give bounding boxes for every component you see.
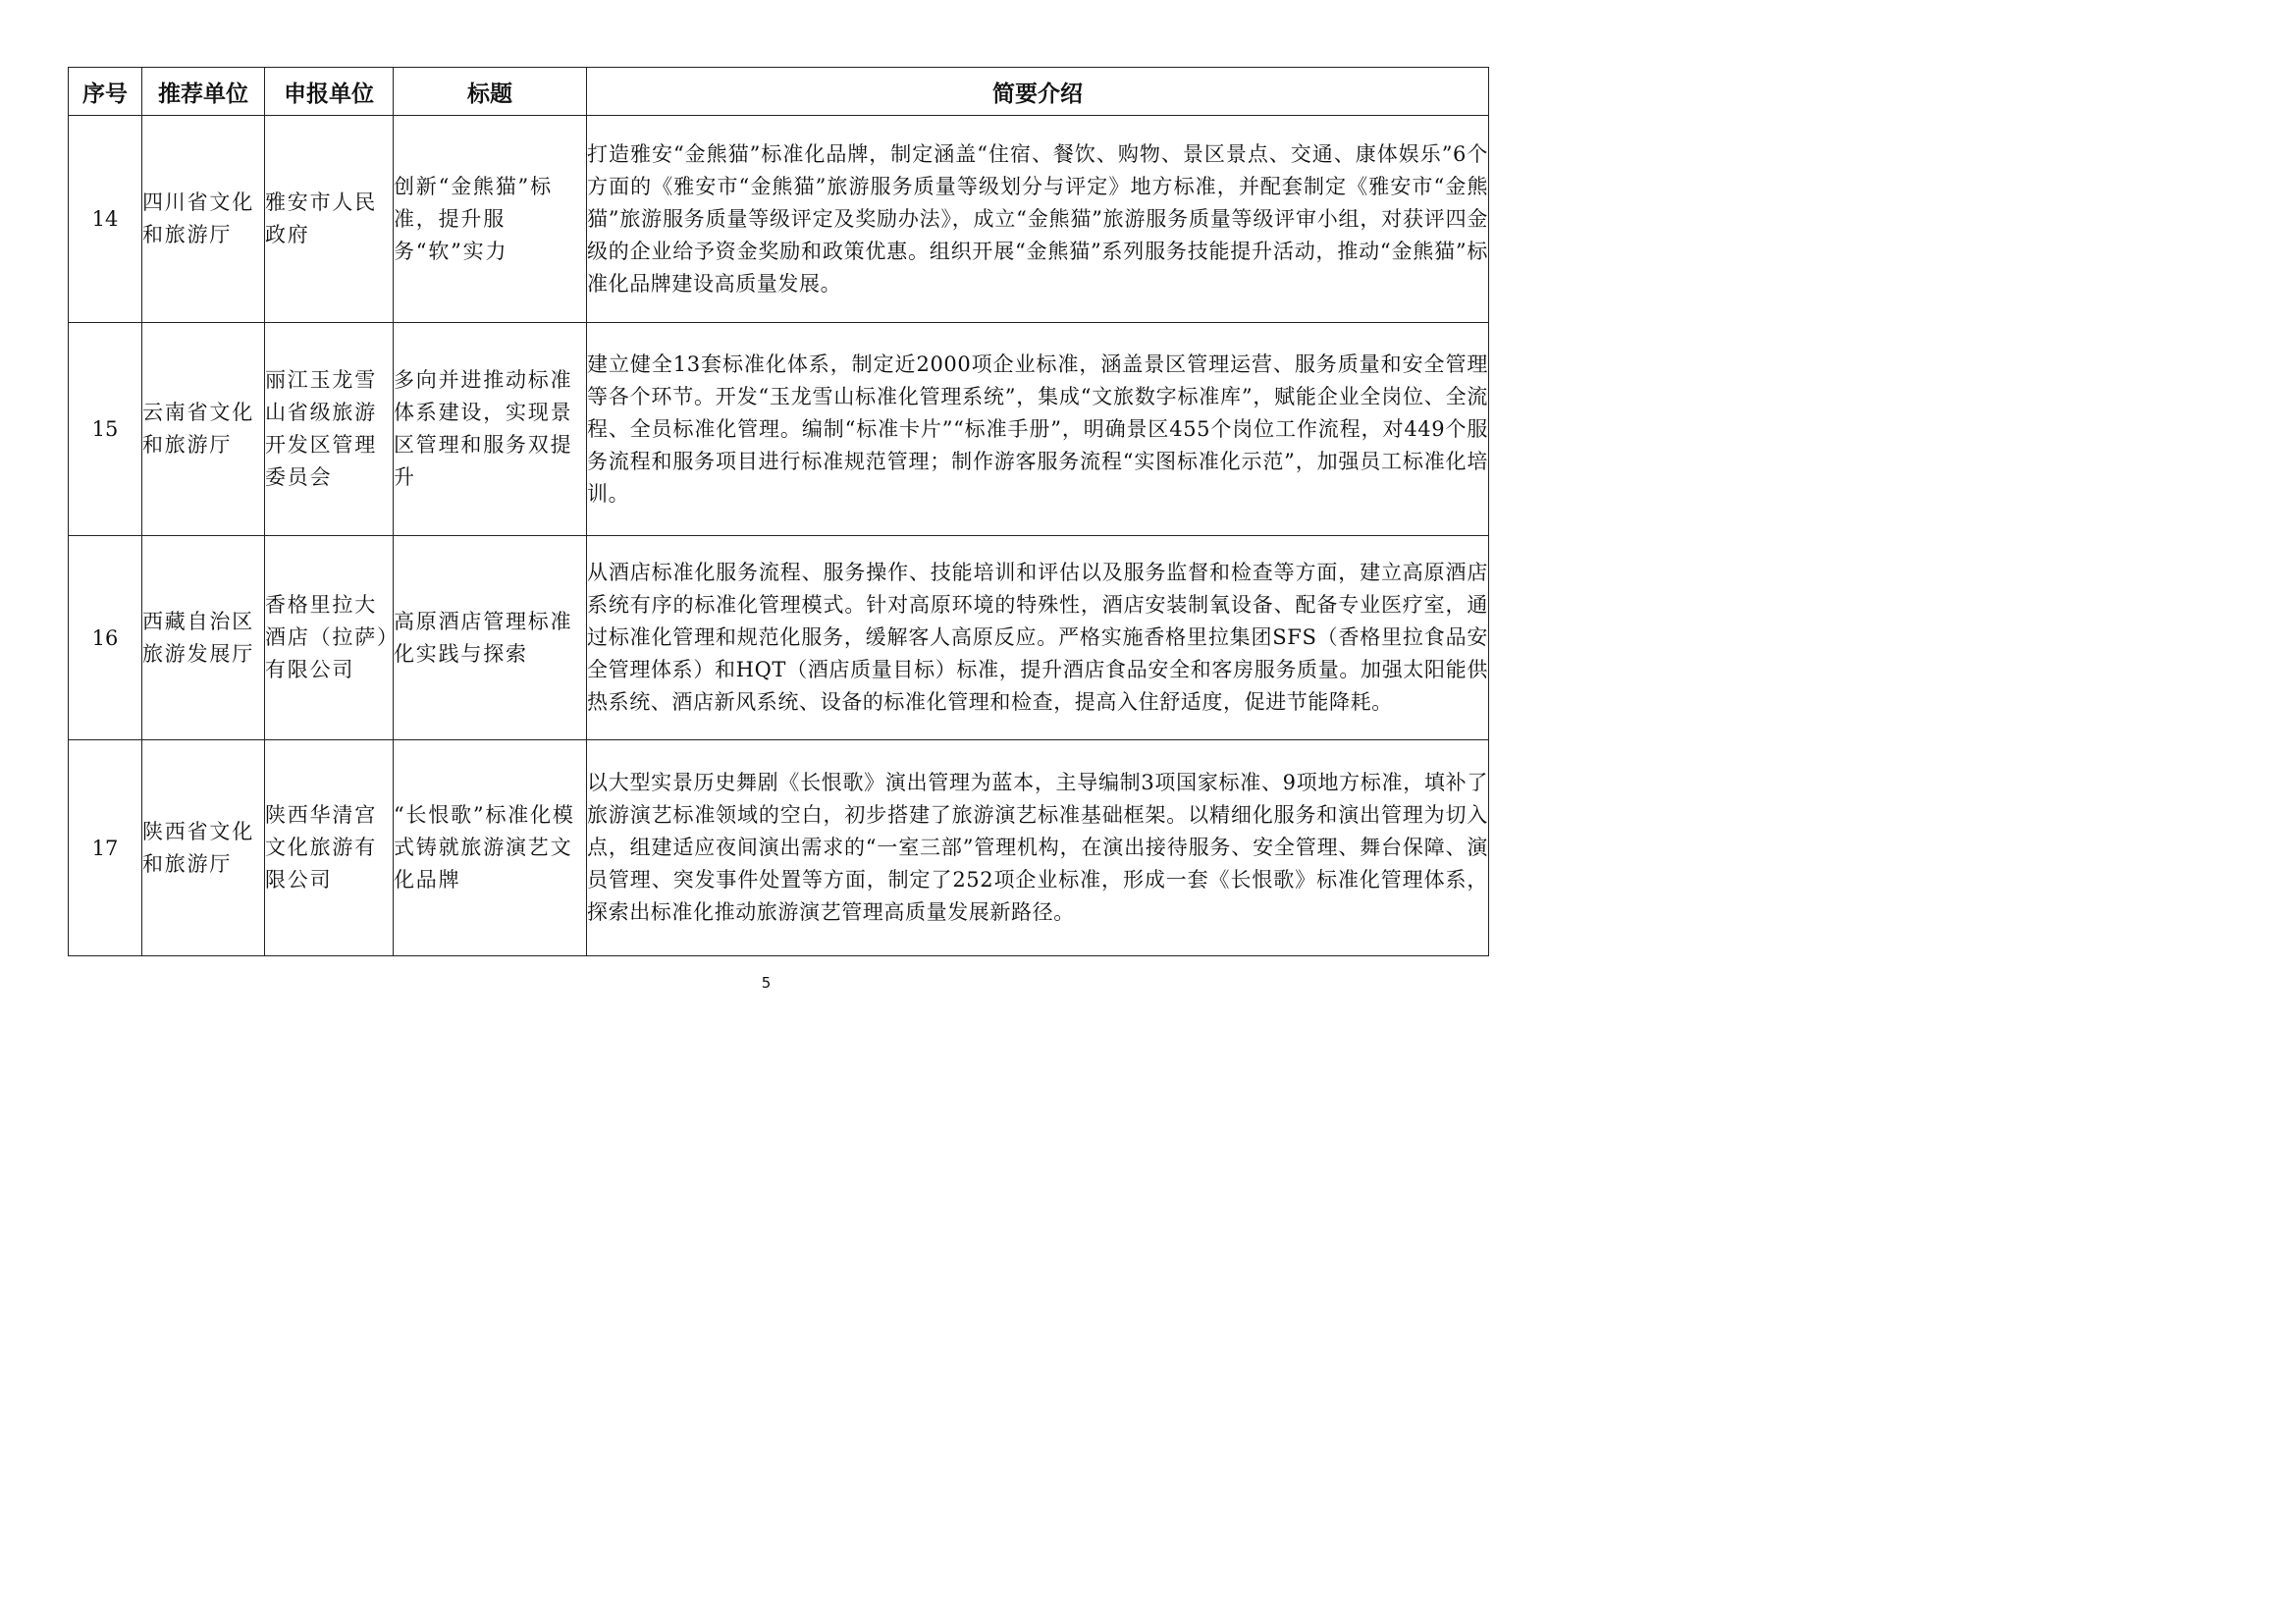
table-row (69, 323, 1489, 536)
title-cell: “长恨歌”标准化模式铸就旅游演艺文化品牌 (394, 740, 587, 956)
intro-cell: 以大型实景历史舞剧《长恨歌》演出管理为蓝本，主导编制3项国家标准、9项地方标准，填补了旅游演艺标准领域的空白，初步搭建了旅游演艺标准基础框架。以精细化服务和演出管理为切入点，组建适应夜间演出需求的“一室三部”管理机构，在演出接待服务、安全管理、舞台保障、演员管理、突发事件处置等方面，制定了252项企业标准，形成一套《长恨歌》标准化管理体系，探索出标准化推动旅游演艺管理高质量发展新路径。 (587, 740, 1489, 956)
title-cell: 多向并进推动标准体系建设，实现景区管理和服务双提升 (394, 323, 587, 536)
intro-cell: 打造雅安“金熊猫”标准化品牌，制定涵盖“住宿、餐饮、购物、景区景点、交通、康体娱乐”6个方面的《雅安市“金熊猫”旅游服务质量等级划分与评定》地方标准，并配套制定《雅安市“金熊猫”旅游服务质量等级评定及奖励办法》，成立“金熊猫”旅游服务质量等级评审小组，对获评四金级的企业给予资金奖励和政策优惠。组织开展“金熊猫”系列服务技能提升活动，推动“金熊猫”标准化品牌建设高质量发展。 (587, 116, 1489, 323)
recommender-cell: 四川省文化和旅游厅 (142, 116, 265, 323)
recommender-cell: 西藏自治区旅游发展厅 (142, 536, 265, 740)
header-cell-intro: 简要介绍 (587, 68, 1489, 116)
row-number: 17 (69, 740, 142, 956)
applicant-cell: 雅安市人民政府 (265, 116, 394, 323)
applicant-cell: 香格里拉大酒店（拉萨）有限公司 (265, 536, 394, 740)
header-cell-index: 序号 (69, 68, 142, 116)
intro-cell: 建立健全13套标准化体系，制定近2000项企业标准，涵盖景区管理运营、服务质量和安全管理等各个环节。开发“玉龙雪山标准化管理系统”，集成“文旅数字标准库”，赋能企业全岗位、全流程、全员标准化管理。编制“标准卡片”“标准手册”，明确景区455个岗位工作流程，对449个服务流程和服务项目进行标准规范管理；制作游客服务流程“实图标准化示范”，加强员工标准化培训。 (587, 323, 1489, 536)
data-table (68, 67, 1489, 956)
table-row (69, 536, 1489, 740)
table-row (69, 740, 1489, 956)
applicant-cell: 丽江玉龙雪山省级旅游开发区管理委员会 (265, 323, 394, 536)
header-cell-applicant: 申报单位 (265, 68, 394, 116)
header-cell-title: 标题 (394, 68, 587, 116)
header-row (69, 68, 1489, 116)
title-cell: 创新“金熊猫”标准，提升服务“软”实力 (394, 116, 587, 323)
applicant-cell: 陕西华清宫文化旅游有限公司 (265, 740, 394, 956)
title-cell: 高原酒店管理标准化实践与探索 (394, 536, 587, 740)
row-number: 15 (69, 323, 142, 536)
row-number: 16 (69, 536, 142, 740)
header-cell-recommender: 推荐单位 (142, 68, 265, 116)
recommender-cell: 云南省文化和旅游厅 (142, 323, 265, 536)
recommender-cell: 陕西省文化和旅游厅 (142, 740, 265, 956)
table-row (69, 116, 1489, 323)
intro-cell: 从酒店标准化服务流程、服务操作、技能培训和评估以及服务监督和检查等方面，建立高原酒店系统有序的标准化管理模式。针对高原环境的特殊性，酒店安装制氧设备、配备专业医疗室，通过标准化管理和规范化服务，缓解客人高原反应。严格实施香格里拉集团SFS（香格里拉食品安全管理体系）和HQT（酒店质量目标）标准，提升酒店食品安全和客房服务质量。加强太阳能供热系统、酒店新风系统、设备的标准化管理和检查，提高入住舒适度，促进节能降耗。 (587, 536, 1489, 740)
row-number: 14 (69, 116, 142, 323)
page-number: 5 (761, 974, 772, 992)
